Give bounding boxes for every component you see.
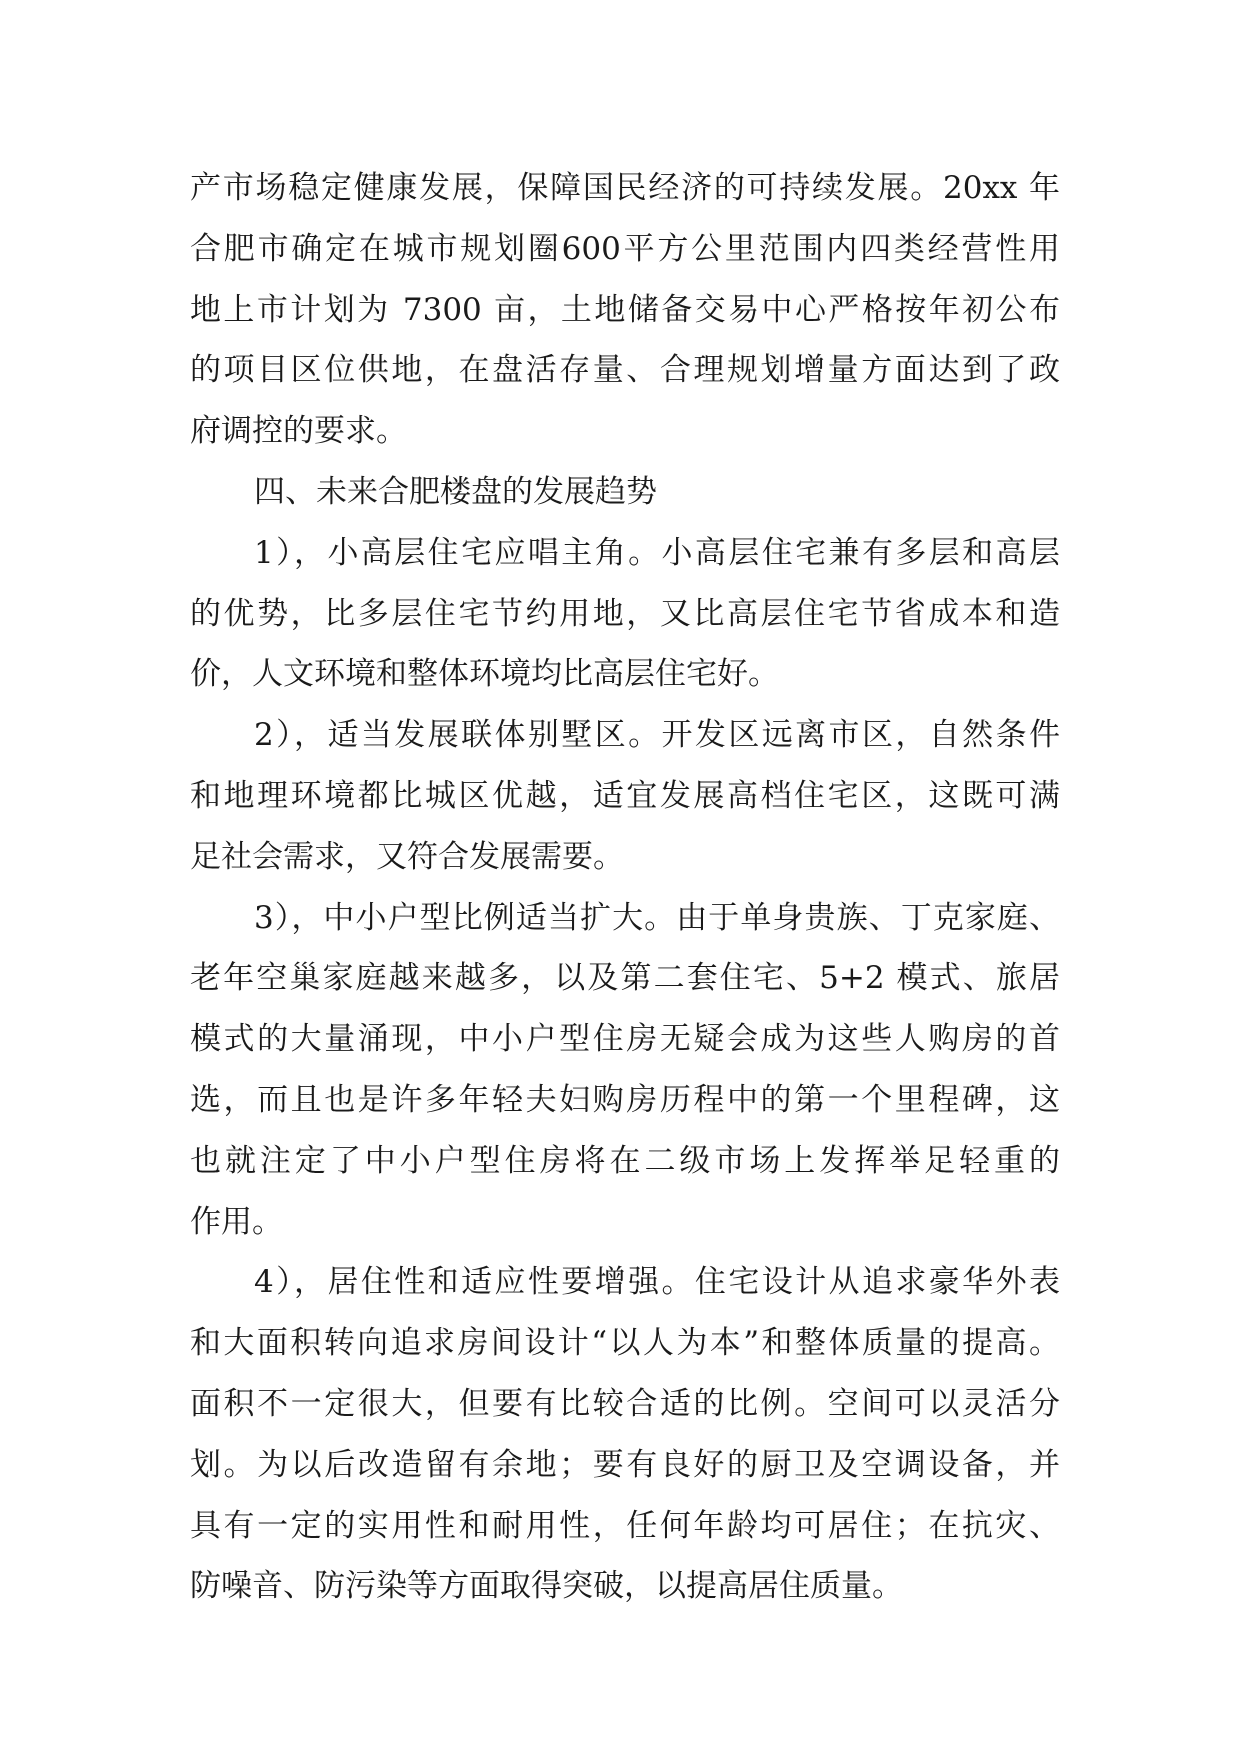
paragraph-trend-4 <box>190 1252 1060 1617</box>
text-line: 府调控的要求。 <box>190 413 407 450</box>
text-line: 和大面积转向追求房间设计“以人为本”和整体质量的提高。 <box>190 1325 1060 1362</box>
text-line: 价，人文环境和整体环境均比高层住宅好。 <box>190 656 779 693</box>
text-line: 模式的大量涌现，中小户型住房无疑会成为这些人购房的首 <box>190 1021 1060 1058</box>
text-line: 地上市计划为 7300 亩，土地储备交易中心严格按年初公布 <box>190 291 1060 328</box>
text-line: 足社会需求，又符合发展需要。 <box>190 838 624 875</box>
text-line: 划。为以后改造留有余地；要有良好的厨卫及空调设备，并 <box>190 1446 1060 1483</box>
section-heading-future-trends <box>190 462 1060 523</box>
paragraph-trend-1 <box>190 523 1060 705</box>
document-page <box>190 158 1060 1617</box>
text-line: 的项目区位供地，在盘活存量、合理规划增量方面达到了政 <box>190 352 1060 389</box>
text-line: 的优势，比多层住宅节约用地，又比高层住宅节省成本和造 <box>190 595 1060 632</box>
text-line: 1），小高层住宅应唱主角。小高层住宅兼有多层和高层 <box>254 534 1060 571</box>
text-line: 3），中小户型比例适当扩大。由于单身贵族、丁克家庭、 <box>254 899 1060 936</box>
text-line: 面积不一定很大，但要有比较合适的比例。空间可以灵活分 <box>190 1385 1060 1422</box>
text-line: 作用。 <box>190 1203 283 1240</box>
paragraph-trend-2 <box>190 705 1060 887</box>
text-line: 产市场稳定健康发展，保障国民经济的可持续发展。20xx 年 <box>190 170 1060 206</box>
text-line: 合肥市确定在城市规划圈600平方公里范围内四类经营性用 <box>190 230 1060 267</box>
text-line: 选，而且也是许多年轻夫妇购房历程中的第一个里程碑，这 <box>190 1081 1060 1118</box>
text-line: 防噪音、防污染等方面取得突破，以提高居住质量。 <box>190 1568 903 1605</box>
text-line: 4），居住性和适应性要增强。住宅设计从追求豪华外表 <box>254 1264 1060 1301</box>
text-line: 2），适当发展联体别墅区。开发区远离市区，自然条件 <box>254 717 1060 754</box>
text-line: 也就注定了中小户型住房将在二级市场上发挥举足轻重的 <box>190 1142 1060 1179</box>
text-line: 具有一定的实用性和耐用性，任何年龄均可居住；在抗灾、 <box>190 1507 1060 1544</box>
text-line: 和地理环境都比城区优越，适宜发展高档住宅区，这既可满 <box>190 777 1060 814</box>
text-line: 老年空巢家庭越来越多，以及第二套住宅、5+2 模式、旅居 <box>190 960 1060 997</box>
paragraph-trend-3 <box>190 888 1060 1253</box>
paragraph-land-supply <box>190 158 1060 462</box>
text-line: 四、未来合肥楼盘的发展趋势 <box>254 473 657 510</box>
